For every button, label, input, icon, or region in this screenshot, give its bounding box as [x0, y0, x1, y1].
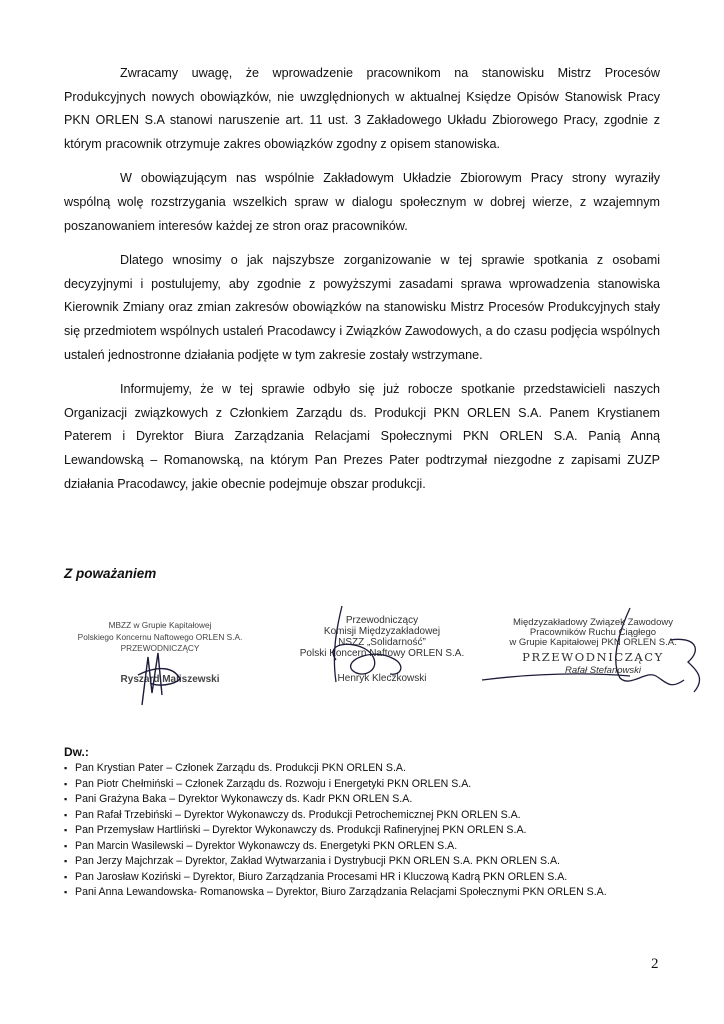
page-number: 2 [651, 956, 659, 972]
signature-left [50, 620, 270, 685]
recipient-item: ▪ Pan Jerzy Majchrzak – Dyrektor, Zakład Wytwarzania i Dystrybucji PKN ORLEN S.A. PKN ORLEN S.A. [64, 854, 684, 870]
stamp-line: w Grupie Kapitałowej PKN ORLEN S.A. [509, 637, 677, 649]
distribution-label: Dw.: [64, 745, 89, 759]
recipient-item: ▪ Pan Marcin Wasilewski – Dyrektor Wykonawczy ds. Energetyki PKN ORLEN S.A. [64, 839, 684, 855]
signatory-name: Rafał Stefanowski [564, 664, 642, 676]
recipient-item: ▪ Pan Rafał Trzebiński – Dyrektor Wykonawczy ds. Produkcji Petrochemicznej PKN ORLEN S.A. [64, 808, 684, 824]
signatory-title: PRZEWODNICZĄCY [522, 649, 664, 664]
letter-body [64, 62, 660, 507]
recipient-item: ▪ Pan Jarosław Koziński – Dyrektor, Biuro Zarządzania Procesami HR i Kluczową Kadrą PKN ORLEN S.A. [64, 870, 684, 886]
signature-right [488, 618, 698, 676]
recipient-item: ▪ Pani Grażyna Baka – Dyrektor Wykonawczy ds. Kadr PKN ORLEN S.A. [64, 792, 684, 808]
closing-salutation: Z poważaniem [64, 566, 157, 581]
stamp-line: PRZEWODNICZĄCY [120, 643, 200, 653]
stamp-line: NSZZ „Solidarność” [338, 637, 426, 648]
distribution-list [64, 745, 684, 901]
stamp-line: Przewodniczący [345, 615, 419, 626]
stamp-line: Polski Koncern Naftowy ORLEN S.A. [299, 648, 465, 659]
stamp-line: Pracowników Ruchu Ciągłego [529, 627, 657, 639]
stamp-line: Międzyzakładowy Związek Zawodowy [513, 617, 673, 628]
stamp-line: Polskiego Koncernu Naftowego ORLEN S.A. [77, 631, 243, 642]
stamp-line: MBZZ w Grupie Kapitałowej [108, 620, 212, 630]
signatory-name: Henryk Kleczkowski [337, 673, 427, 684]
recipient-item: ▪ Pan Krystian Pater – Członek Zarządu ds. Produkcji PKN ORLEN S.A. [64, 761, 684, 777]
paragraph-2: W obowiązującym nas wspólnie Zakładowym Układzie Zbiorowym Pracy strony wyraziły wspólną wolę rozstrzygania wszelkich spraw w dialogu społecznym w dobrej wierze, z wzajemnym poszanowaniem interesów każdej ze stron oraz pracowników. [64, 171, 660, 233]
recipient-item: ▪ Pan Przemysław Hartliński – Dyrektor Wykonawczy ds. Produkcji Rafineryjnej PKN ORLEN S.A. [64, 823, 684, 839]
recipient-list [64, 761, 684, 901]
paragraph-1: Zwracamy uwagę, że wprowadzenie pracownikom na stanowisku Mistrz Procesów Produkcyjnych nowych obowiązków, nie uwzględnionych w aktualnej Księdze Opisów Stanowisk Pracy PKN ORLEN S.A stanowi naruszenie art. 11 ust. 3 Zakładowego Układu Zbiorowego Pracy, zgodnie z którym pracownik otrzymuje zakres obowiązków zgodny z opisem stanowiska. [64, 66, 660, 151]
paragraph-3: Dlatego wnosimy o jak najszybsze zorganizowanie w tej sprawie spotkania z osobami decyzyjnymi i postulujemy, aby zgodnie z powyższymi zasadami sprawa wprowadzenia stanowiska Kierownik Zmiany oraz zmian zakresów obowiązków na stanowisku Mistrz Procesów Produkcyjnych stały się przedmiotem wspólnych ustaleń Pracodawcy i Związków Zawodowych, a do czasu podjęcia wspólnych ustaleń jednostronne działania podjęte w tym zakresie zostały wstrzymane. [64, 253, 660, 362]
stamp-line: Komisji Międzyzakładowej [323, 626, 441, 637]
recipient-item: ▪ Pan Piotr Chełmiński – Członek Zarządu ds. Rozwoju i Energetyki PKN ORLEN S.A. [64, 777, 684, 793]
recipient-item: ▪ Pani Anna Lewandowska- Romanowska – Dyrektor, Biuro Zarządzania Relacjami Społecznymi PKN ORLEN S.A. [64, 885, 684, 901]
signatory-name: Ryszard Maliszewski [120, 673, 220, 685]
paragraph-4: Informujemy, że w tej sprawie odbyło się już robocze spotkanie przedstawicieli naszych Organizacji związkowych z Członkiem Zarządu ds. Produkcji PKN ORLEN S.A. Panem Krystianem Paterem i Dyrektor Biura Zarządzania Relacjami Społecznymi PKN ORLEN S.A. Panią Anną Lewandowską – Romanowską, na którym Pan Prezes Pater podtrzymał niezgodne z zapisami ZUZP działania Pracodawcy, jakie obecnie podejmuje obszar produkcji. [64, 382, 660, 491]
signature-middle [272, 615, 492, 684]
